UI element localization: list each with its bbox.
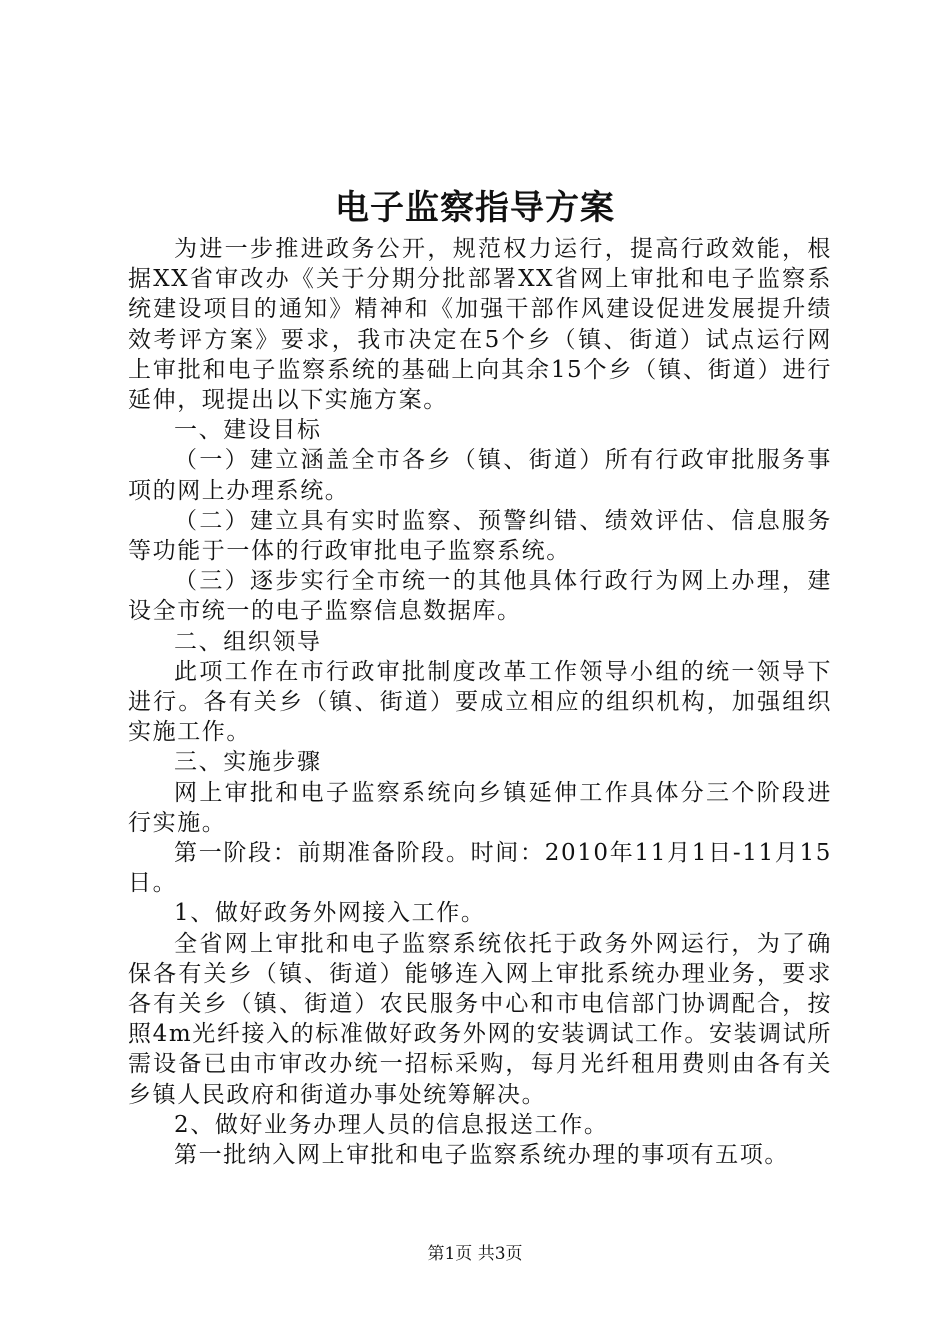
task-2-heading: 2、做好业务办理人员的信息报送工作。: [174, 1111, 609, 1138]
task-1-heading: 1、做好政务外网接入工作。: [174, 900, 486, 927]
section-heading-steps: 三、实施步骤: [174, 749, 322, 776]
steps-intro-paragraph: 网上审批和电子监察系统向乡镇延伸工作具体分三个阶段进行实施。: [128, 779, 832, 836]
document-body: [128, 234, 832, 1170]
task-2-paragraph: 第一批纳入网上审批和电子监察系统办理的事项有五项。: [174, 1142, 789, 1169]
goal-item-3: （三）逐步实行全市统一的其他具体行政行为网上办理，建设全市统一的电子监察信息数据库。: [128, 568, 832, 625]
section-heading-goals: 一、建设目标: [174, 417, 322, 444]
intro-paragraph: 为进一步推进政务公开，规范权力运行，提高行政效能，根据XX省审改办《关于分期分批部署XX省网上审批和电子监察系统建设项目的通知》精神和《加强干部作风建设促进发展提升绩效考评方案》要求，我市决定在5个乡（镇、街道）试点运行网上审批和电子监察系统的基础上向其余15个乡（镇、街道）进行延伸，现提出以下实施方案。: [128, 236, 832, 414]
goal-item-1: （一）建立涵盖全市各乡（镇、街道）所有行政审批服务事项的网上办理系统。: [128, 447, 832, 504]
task-1-paragraph: 全省网上审批和电子监察系统依托于政务外网运行，为了确保各有关乡（镇、街道）能够连入网上审批系统办理业务，要求各有关乡（镇、街道）农民服务中心和市电信部门协调配合，按照4m光纤接入的标准做好政务外网的安装调试工作。安装调试所需设备已由市审改办统一招标采购，每月光纤租用费则由各有关乡镇人民政府和街道办事处统筹解决。: [128, 930, 832, 1108]
organization-paragraph: 此项工作在市行政审批制度改革工作领导小组的统一领导下进行。各有关乡（镇、街道）要成立相应的组织机构，加强组织实施工作。: [128, 658, 832, 746]
page-footer: 第1页 共3页: [427, 1244, 523, 1264]
document-title: 电子监察指导方案: [335, 188, 615, 228]
phase-one-paragraph: 第一阶段：前期准备阶段。时间：2010年11月1日-11月15日。: [128, 840, 832, 897]
section-heading-organization: 二、组织领导: [174, 628, 322, 655]
goal-item-2: （二）建立具有实时监察、预警纠错、绩效评估、信息服务等功能于一体的行政审批电子监察系统。: [128, 507, 832, 565]
